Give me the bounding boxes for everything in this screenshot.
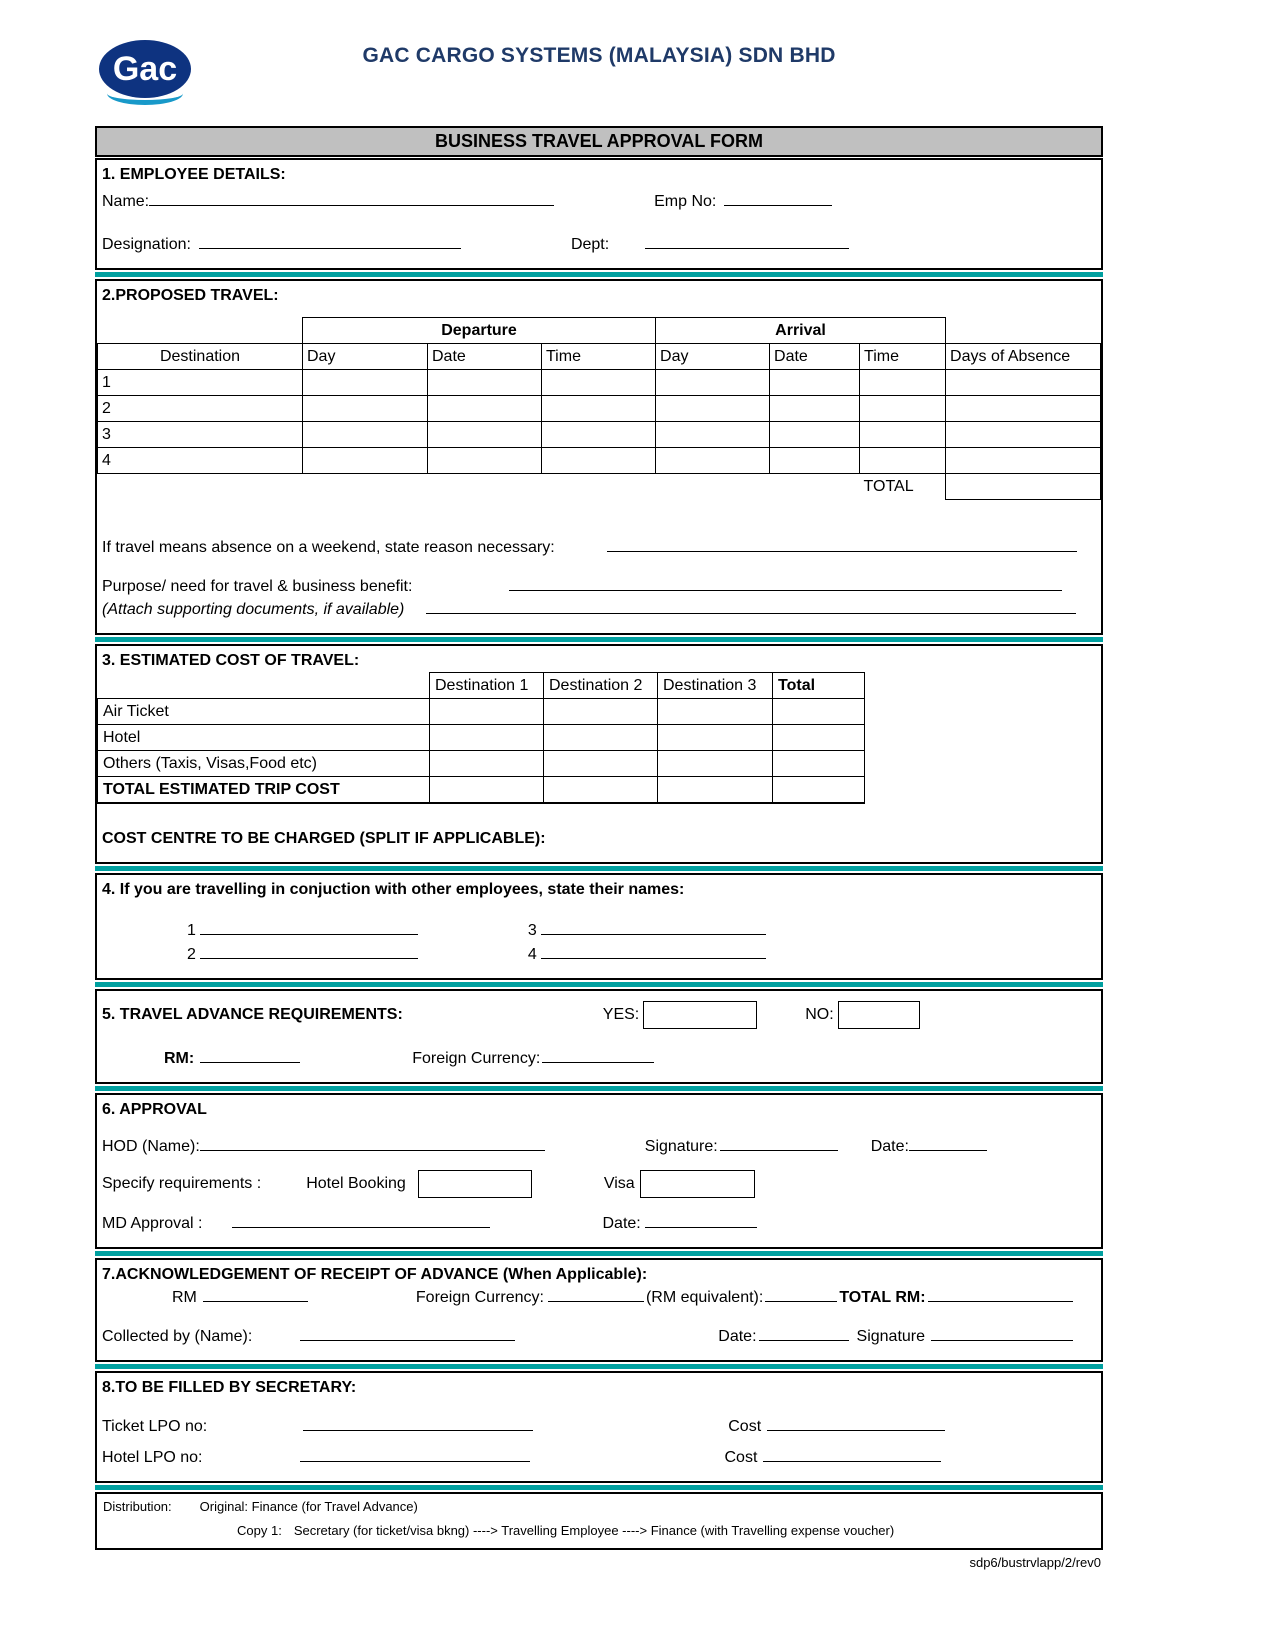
hotel-booking-checkbox[interactable] xyxy=(418,1170,532,1198)
cost-centre-label: COST CENTRE TO BE CHARGED (SPLIT IF APPLICABLE): xyxy=(102,830,546,847)
travel-total-row xyxy=(98,474,1101,500)
foreign-currency-field[interactable] xyxy=(542,1047,654,1063)
md-approval-field[interactable] xyxy=(232,1212,490,1228)
spacer-cell xyxy=(98,474,860,500)
travel-cell[interactable] xyxy=(428,370,542,396)
gac-logo xyxy=(99,40,191,98)
arrival-time-header: Time xyxy=(860,344,946,370)
cost-cell[interactable] xyxy=(430,725,544,751)
foreign-currency-label: Foreign Currency: xyxy=(412,1050,541,1067)
spacer-cell xyxy=(98,673,430,699)
hod-name-label: HOD (Name): xyxy=(102,1138,200,1155)
dept-field[interactable] xyxy=(645,233,849,249)
arrival-day-header: Day xyxy=(656,344,770,370)
travel-row-number: 3 xyxy=(98,422,303,448)
section-travel-companions xyxy=(95,873,1103,980)
advance-rm-field[interactable] xyxy=(203,1286,308,1302)
ticket-cost-field[interactable] xyxy=(767,1415,945,1431)
hotel-lpo-label: Hotel LPO no: xyxy=(102,1449,203,1466)
section-divider xyxy=(95,1086,1103,1091)
departure-group-header: Departure xyxy=(303,318,656,344)
spacer-cell xyxy=(98,318,303,344)
specify-requirements-label: Specify requirements : xyxy=(102,1175,262,1193)
departure-date-header: Date xyxy=(428,344,542,370)
travel-cell[interactable] xyxy=(860,422,946,448)
hod-signature-field[interactable] xyxy=(720,1135,838,1151)
travel-cell[interactable] xyxy=(542,370,656,396)
form-title: BUSINESS TRAVEL APPROVAL FORM xyxy=(95,126,1103,157)
travel-cell[interactable] xyxy=(542,448,656,474)
cost-cell[interactable] xyxy=(773,777,865,804)
distribution-original: Original: Finance (for Travel Advance) xyxy=(199,1499,418,1514)
companion-4-field[interactable] xyxy=(541,943,766,959)
section-divider xyxy=(95,272,1103,277)
hod-signature-label: Signature: xyxy=(644,1138,718,1155)
section-approval xyxy=(95,1093,1103,1249)
total-rm-field[interactable] xyxy=(928,1286,1073,1302)
travel-cell[interactable] xyxy=(428,396,542,422)
travel-cell[interactable] xyxy=(656,370,770,396)
cost-row-hotel-label: Hotel xyxy=(98,725,430,751)
emp-no-label: Emp No: xyxy=(654,193,717,210)
collected-by-label: Collected by (Name): xyxy=(102,1328,253,1345)
hotel-lpo-field[interactable] xyxy=(300,1446,530,1462)
purpose-field[interactable] xyxy=(509,575,1062,591)
cost-cell[interactable] xyxy=(430,699,544,725)
rm-equivalent-label: (RM equivalent): xyxy=(645,1289,764,1306)
travel-row-number: 1 xyxy=(98,370,303,396)
emp-no-field[interactable] xyxy=(724,190,832,206)
spacer-cell xyxy=(946,318,1101,344)
cost-col-destination3: Destination 3 xyxy=(658,673,773,699)
section-distribution xyxy=(95,1492,1103,1550)
no-checkbox[interactable] xyxy=(838,1001,920,1029)
travel-cell[interactable] xyxy=(860,370,946,396)
cost-cell[interactable] xyxy=(658,777,773,804)
form-content xyxy=(95,0,1103,1570)
ticket-lpo-field[interactable] xyxy=(303,1415,533,1431)
companion-1-number: 1 xyxy=(187,922,196,939)
advance-foreign-currency-field[interactable] xyxy=(548,1286,644,1302)
section2-title: 2.PROPOSED TRAVEL: xyxy=(102,287,279,304)
cost-row-total-label: TOTAL ESTIMATED TRIP COST xyxy=(98,777,430,804)
cost-cell[interactable] xyxy=(658,725,773,751)
section-divider xyxy=(95,1485,1103,1490)
cost-cell[interactable] xyxy=(544,777,658,804)
section-divider xyxy=(95,637,1103,642)
travel-cell[interactable] xyxy=(656,422,770,448)
hotel-cost-label: Cost xyxy=(724,1449,758,1466)
purpose-label: Purpose/ need for travel & business benefit: xyxy=(102,578,413,595)
distribution-copy-text: Secretary (for ticket/visa bkng) ----> Travelling Employee ----> Finance (with Travelling expense voucher) xyxy=(293,1523,895,1538)
travel-cell[interactable] xyxy=(946,370,1101,396)
section-travel-advance xyxy=(95,989,1103,1084)
total-days-field[interactable] xyxy=(946,474,1101,500)
travel-header-row xyxy=(98,344,1101,370)
cost-cell[interactable] xyxy=(430,777,544,804)
section-estimated-cost xyxy=(95,644,1103,864)
hod-name-field[interactable] xyxy=(200,1135,545,1151)
gac-logo-text: Gac xyxy=(112,49,178,88)
travel-row-number: 2 xyxy=(98,396,303,422)
cost-cell[interactable] xyxy=(544,699,658,725)
companion-3-number: 3 xyxy=(527,922,537,939)
travel-cell[interactable] xyxy=(428,448,542,474)
section1-title: 1. EMPLOYEE DETAILS: xyxy=(102,166,286,183)
section8-title: 8.TO BE FILLED BY SECRETARY: xyxy=(102,1379,357,1396)
cost-row xyxy=(98,751,865,777)
travel-cell[interactable] xyxy=(303,422,428,448)
purpose-field-2[interactable] xyxy=(426,598,1076,614)
cost-cell[interactable] xyxy=(430,751,544,777)
visa-checkbox[interactable] xyxy=(640,1170,755,1198)
travel-row xyxy=(98,422,1101,448)
section-divider xyxy=(95,866,1103,871)
travel-cell[interactable] xyxy=(770,396,860,422)
travel-row xyxy=(98,396,1101,422)
collected-signature-label: Signature xyxy=(856,1328,926,1345)
travel-row-number: 4 xyxy=(98,448,303,474)
name-field[interactable] xyxy=(149,190,554,206)
company-title: GAC CARGO SYSTEMS (MALAYSIA) SDN BHD xyxy=(362,44,836,67)
ticket-lpo-label: Ticket LPO no: xyxy=(102,1418,208,1435)
advance-foreign-currency-label: Foreign Currency: xyxy=(415,1289,544,1306)
form-header xyxy=(95,0,1103,126)
section6-title: 6. APPROVAL xyxy=(102,1101,207,1118)
cost-col-destination1: Destination 1 xyxy=(430,673,544,699)
companion-2-field[interactable] xyxy=(200,943,418,959)
travel-cell[interactable] xyxy=(542,396,656,422)
section-divider xyxy=(95,1251,1103,1256)
visa-label: Visa xyxy=(603,1175,635,1193)
travel-cell[interactable] xyxy=(770,422,860,448)
form-code: sdp6/bustrvlapp/2/rev0 xyxy=(969,1555,1101,1570)
attach-note: (Attach supporting documents, if available) xyxy=(102,601,405,618)
cost-cell[interactable] xyxy=(544,751,658,777)
section-divider xyxy=(95,1364,1103,1369)
total-rm-label: TOTAL RM: xyxy=(839,1289,926,1306)
cost-table xyxy=(97,672,865,804)
rm-field[interactable] xyxy=(200,1047,300,1063)
collected-signature-field[interactable] xyxy=(931,1325,1073,1341)
cost-row xyxy=(98,725,865,751)
cost-total-row xyxy=(98,777,865,804)
hotel-cost-field[interactable] xyxy=(763,1446,941,1462)
arrival-group-header: Arrival xyxy=(656,318,946,344)
collected-by-field[interactable] xyxy=(300,1325,515,1341)
travel-cell[interactable] xyxy=(303,370,428,396)
weekend-reason-label: If travel means absence on a weekend, state reason necessary: xyxy=(102,539,555,556)
companion-1-field[interactable] xyxy=(200,919,418,935)
total-label: TOTAL xyxy=(863,477,914,495)
travel-row xyxy=(98,370,1101,396)
cost-row-air-ticket-label: Air Ticket xyxy=(98,699,430,725)
cost-col-destination2: Destination 2 xyxy=(544,673,658,699)
departure-time-header: Time xyxy=(542,344,656,370)
section-proposed-travel xyxy=(95,279,1103,635)
travel-cell[interactable] xyxy=(860,396,946,422)
section4-title: 4. If you are travelling in conjuction with other employees, state their names: xyxy=(102,881,685,898)
travel-cell[interactable] xyxy=(303,396,428,422)
no-label: NO: xyxy=(805,1006,834,1024)
designation-field[interactable] xyxy=(199,233,461,249)
md-date-field[interactable] xyxy=(645,1212,757,1228)
cost-cell[interactable] xyxy=(773,699,865,725)
cost-cell[interactable] xyxy=(658,751,773,777)
travel-table xyxy=(97,317,1101,500)
hod-date-label: Date: xyxy=(870,1138,909,1155)
days-of-absence-header: Days of Absence xyxy=(946,344,1101,370)
rm-label: RM: xyxy=(164,1050,195,1067)
rm-equivalent-field[interactable] xyxy=(765,1286,837,1302)
companion-2-number: 2 xyxy=(187,946,196,963)
travel-row xyxy=(98,448,1101,474)
companion-4-number: 4 xyxy=(527,946,537,963)
section-secretary xyxy=(95,1371,1103,1483)
departure-day-header: Day xyxy=(303,344,428,370)
cost-row xyxy=(98,699,865,725)
dept-label: Dept: xyxy=(570,236,610,253)
weekend-reason-field[interactable] xyxy=(607,536,1077,552)
travel-cell[interactable] xyxy=(303,448,428,474)
travel-cell[interactable] xyxy=(770,370,860,396)
name-label: Name: xyxy=(102,193,150,210)
cost-col-total: Total xyxy=(773,673,865,699)
section3-title: 3. ESTIMATED COST OF TRAVEL: xyxy=(102,652,360,669)
cost-cell[interactable] xyxy=(544,725,658,751)
cost-header-row xyxy=(98,673,865,699)
section-divider xyxy=(95,982,1103,987)
section-acknowledgement xyxy=(95,1258,1103,1362)
collected-date-field[interactable] xyxy=(759,1325,849,1341)
travel-cell[interactable] xyxy=(656,448,770,474)
travel-cell[interactable] xyxy=(428,422,542,448)
designation-label: Designation: xyxy=(102,236,191,253)
hod-date-field[interactable] xyxy=(909,1135,987,1151)
travel-cell[interactable] xyxy=(542,422,656,448)
arrival-date-header: Date xyxy=(770,344,860,370)
yes-checkbox[interactable] xyxy=(643,1001,757,1029)
ticket-cost-label: Cost xyxy=(728,1418,762,1435)
cost-cell[interactable] xyxy=(658,699,773,725)
yes-label: YES: xyxy=(602,1006,640,1024)
travel-cell[interactable] xyxy=(860,448,946,474)
section-employee-details xyxy=(95,158,1103,270)
cost-cell[interactable] xyxy=(773,725,865,751)
distribution-copy-label: Copy 1: xyxy=(237,1523,282,1538)
travel-group-header-row xyxy=(98,318,1101,344)
section5-title: 5. TRAVEL ADVANCE REQUIREMENTS: xyxy=(102,1006,403,1024)
md-date-label: Date: xyxy=(602,1215,641,1232)
cost-row-others-label: Others (Taxis, Visas,Food etc) xyxy=(98,751,430,777)
companion-3-field[interactable] xyxy=(541,919,766,935)
md-approval-label: MD Approval : xyxy=(102,1215,203,1232)
advance-rm-label: RM xyxy=(172,1289,197,1306)
travel-cell[interactable] xyxy=(946,422,1101,448)
hotel-booking-label: Hotel Booking xyxy=(306,1175,406,1193)
travel-cell[interactable] xyxy=(946,448,1101,474)
travel-cell[interactable] xyxy=(770,448,860,474)
section7-title: 7.ACKNOWLEDGEMENT OF RECEIPT OF ADVANCE (When Applicable): xyxy=(102,1266,648,1283)
collected-date-label: Date: xyxy=(718,1328,757,1345)
destination-header: Destination xyxy=(98,344,303,370)
travel-cell[interactable] xyxy=(946,396,1101,422)
travel-cell[interactable] xyxy=(656,396,770,422)
cost-cell[interactable] xyxy=(773,751,865,777)
distribution-label: Distribution: xyxy=(103,1499,172,1514)
